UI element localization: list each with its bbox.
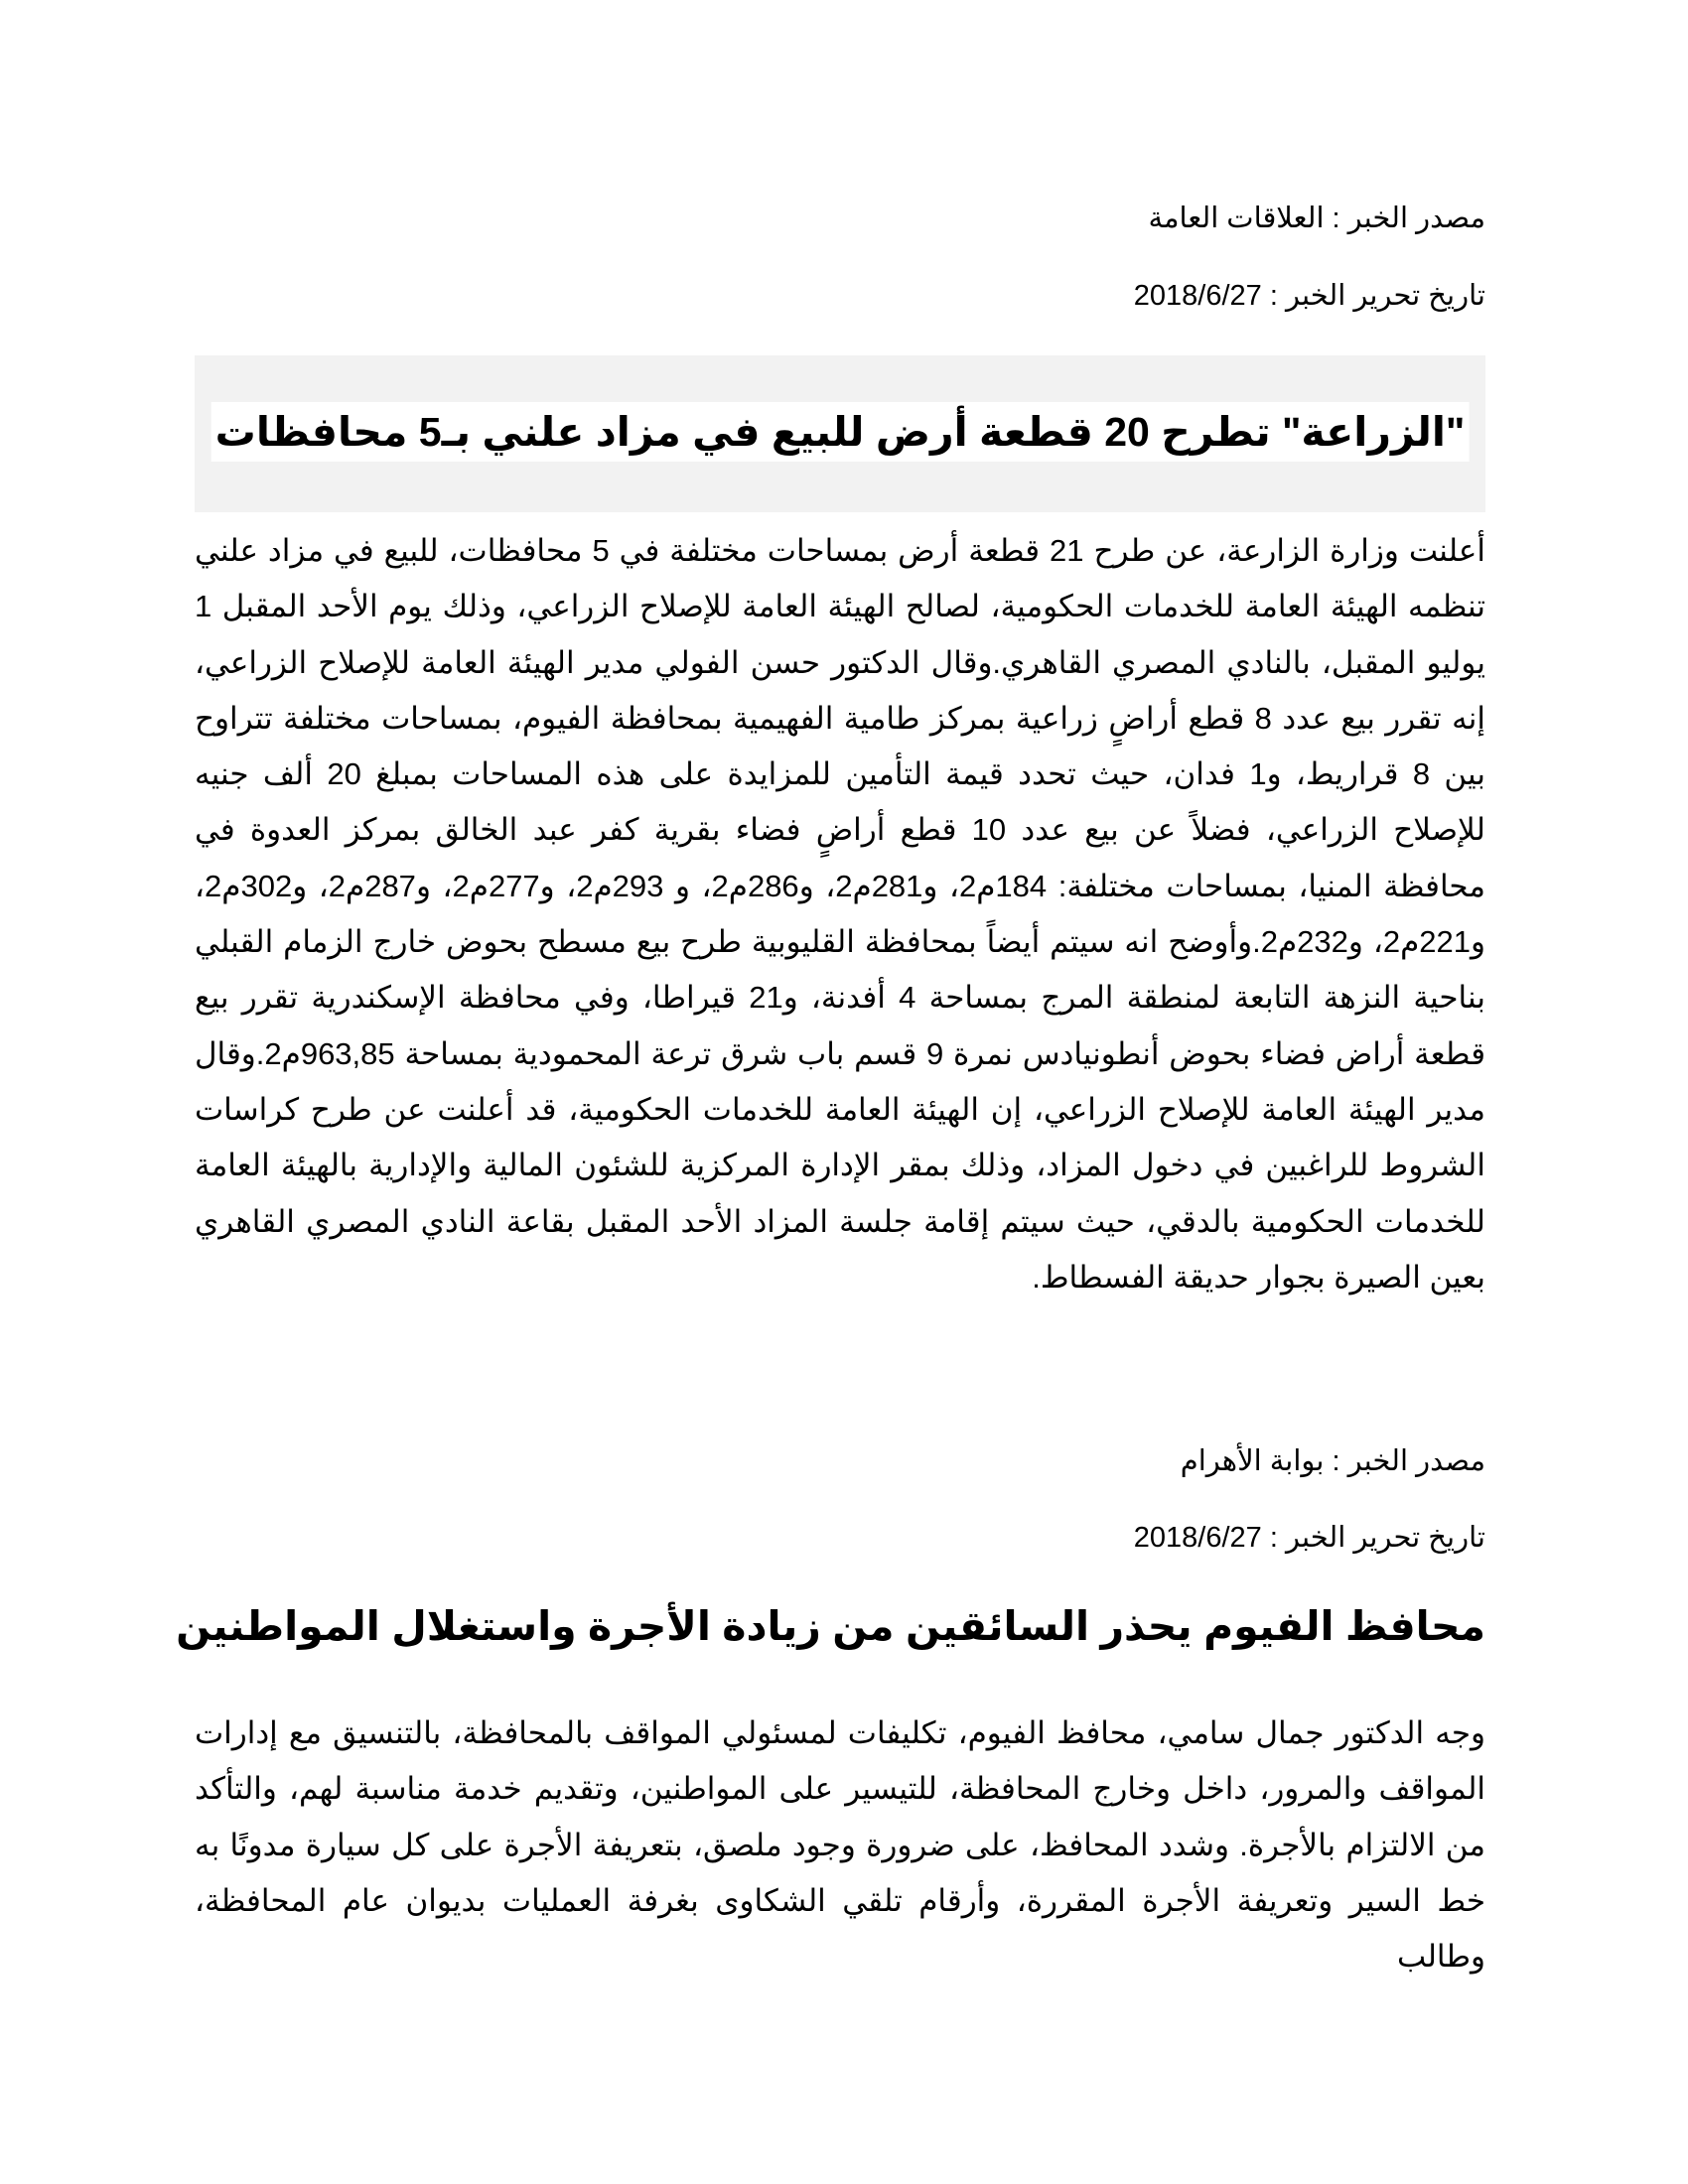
article2-source: مصدر الخبر : بوابة الأهرام [1180, 1445, 1485, 1477]
article1-body: أعلنت وزارة الزارعة، عن طرح 21 قطعة أرض بمساحات مختلفة في 5 محافظات، للبيع في مزاد علني تنظمه الهيئة العامة للخدمات الحكومية، لصالح الهيئة العامة للإصلاح الزراعي، وذلك يوم الأحد المقبل 1 يوليو المقبل، بالنادي المصري القاهري.وقال الدكتور حسن الفولي مدير الهيئة العامة للإصلاح الزراعي، إنه تقرر بيع عدد 8 قطع أراضٍ زراعية بمركز طامية الفهيمية بمحافظة الفيوم، بمساحات مختلفة تتراوح بين 8 قراريط، و1 فدان، حيث تحدد قيمة التأمين للمزايدة على هذه المساحات بمبلغ 20 ألف جنيه للإصلاح الزراعي، فضلاً عن بيع عدد 10 قطع أراضٍ فضاء بقرية كفر عبد الخالق بمركز العدوة في محافظة المنيا، بمساحات مختلفة: 184م2، و281م2، و286م2، و 293م2، و277م2، و287م2، و302م2، و221م2، و232م2.وأوضح انه سيتم أيضاً بمحافظة القليوبية طرح بيع مسطح بحوض خارج الزمام القبلي بناحية النزهة التابعة لمنطقة المرج بمساحة 4 أفدنة، و21 قيراطا، وفي محافظة الإسكندرية تقرر بيع قطعة أراض فضاء بحوض أنطونيادس نمرة 9 قسم باب شرق ترعة المحمودية بمساحة 963,85م2.وقال مدير الهيئة العامة للإصلاح الزراعي، إن الهيئة العامة للخدمات الحكومية، قد أعلنت عن طرح كراسات الشروط للراغبين في دخول المزاد، وذلك بمقر الإدارة المركزية للشئون المالية والإدارية بالهيئة العامة للخدمات الحكومية بالدقي، حيث سيتم إقامة جلسة المزاد الأحد المقبل بقاعة النادي المصري القاهري بعين الصيرة بجوار حديقة الفسطاط. [195, 533, 1486, 1295]
article1-headline: "الزراعة" تطرح 20 قطعة أرض للبيع في مزاد علني بـ5 محافظات [211, 402, 1470, 462]
article2-headline: محافظ الفيوم يحذر السائقين من زيادة الأجرة واستغلال المواطنين [176, 1603, 1485, 1649]
article2-body: وجه الدكتور جمال سامي، محافظ الفيوم، تكليفات لمسئولي المواقف بالمحافظة، بالتنسيق مع إدارات المواقف والمرور، داخل وخارج المحافظة، للتيسير على المواطنين، وتقديم خدمة مناسبة لهم، والتأكد من الالتزام بالأجرة. وشدد المحافظ، على ضرورة وجود ملصق، بتعريفة الأجرة على كل سيارة مدونًا به خط السير وتعريفة الأجرة المقررة، وأرقام تلقي الشكاوى بغرفة العمليات بديوان عام المحافظة، وطالب [195, 1715, 1485, 1975]
article1-date: تاريخ تحرير الخبر : 2018/6/27 [1133, 280, 1485, 312]
article2-date: تاريخ تحرير الخبر : 2018/6/27 [1133, 1522, 1485, 1554]
article1-headline-band [195, 355, 1485, 512]
article1-source: مصدر الخبر : العلاقات العامة [1148, 203, 1485, 234]
